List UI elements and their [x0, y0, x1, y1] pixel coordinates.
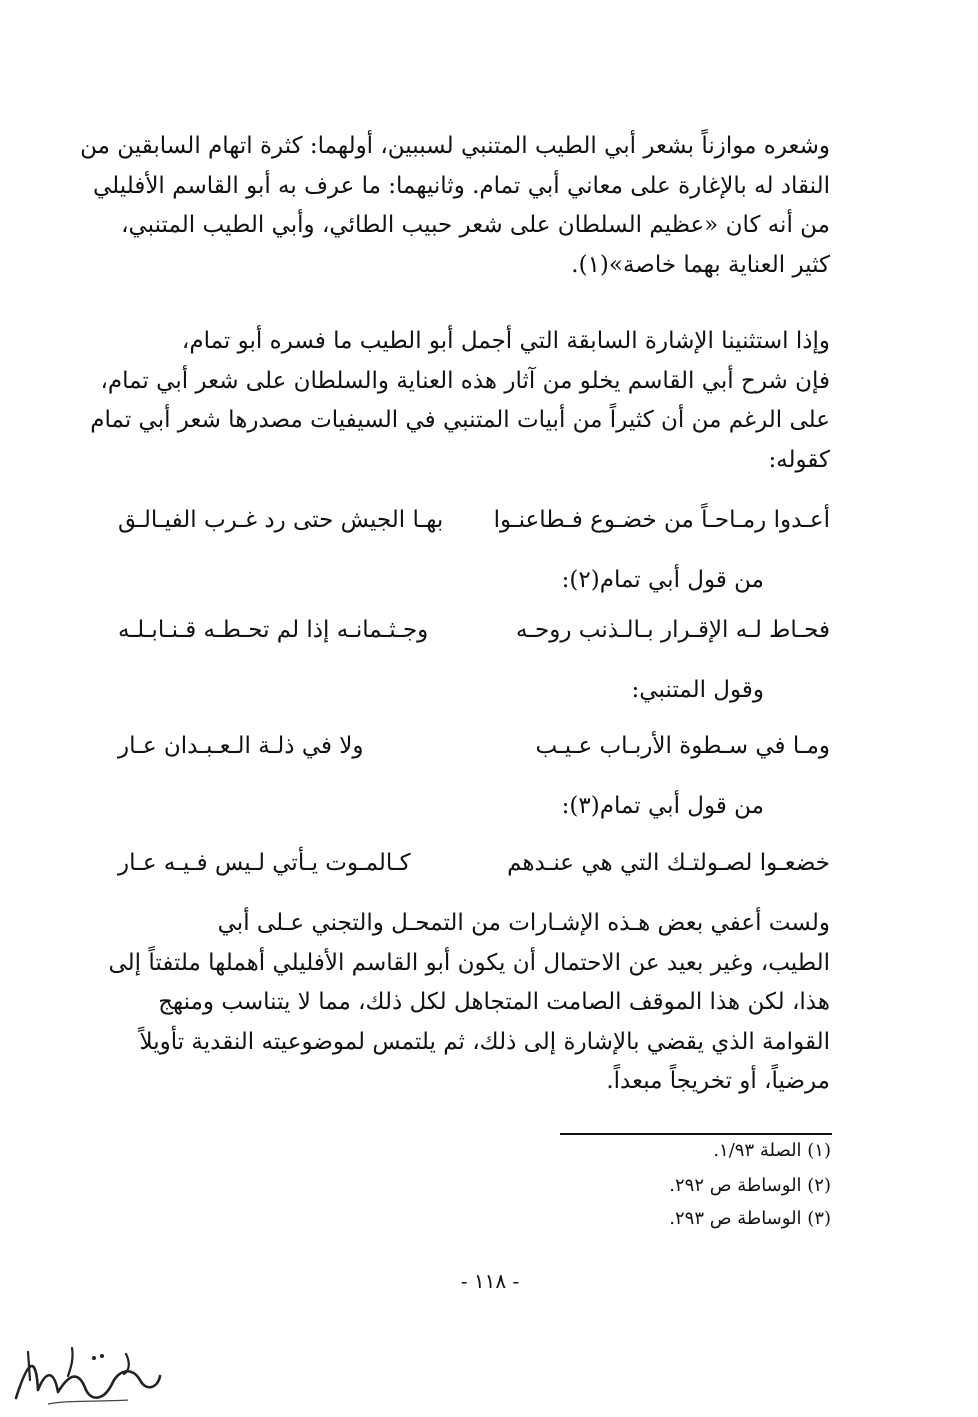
- verse-first-hemistich: خضعـوا لصـولتـك التي هي عنـدهم: [507, 850, 830, 876]
- paragraph-2: [90, 322, 830, 480]
- text-line: هذا، لكن هذا الموقف الصامت المتجاهل لكل ذلك، مما لا يتناسب ومنهج: [158, 989, 830, 1015]
- verse-second-hemistich: وجـثـمانـه إذا لم تحـطـه قـنـابـلـه: [118, 617, 429, 643]
- text-line: وشعره موازناً بشعر أبي الطيب المتنبي لسببين، أولهما: كثرة اتهام السابقين من: [80, 133, 830, 159]
- verse-first-hemistich: أعـدوا رمـاحـاً من خضـوع فـطاعنـوا: [493, 507, 830, 533]
- verse-first-hemistich: فحـاط لـه الإقـرار بـالـذنب روحـه: [515, 617, 830, 643]
- text-line: الطيب، وغير بعيد عن الاحتمال أن يكون أبو القاسم الأفليلي أهملها ملتفتاً إلى: [108, 949, 830, 976]
- text-line: كثير العناية بهما خاصة»(١).: [571, 251, 830, 278]
- footnote: (٢) الوساطة ص ٢٩٢.: [669, 1175, 831, 1196]
- quote-intro: من قول أبي تمام(٢):: [561, 567, 764, 593]
- text-line: وإذا استثنينا الإشارة السابقة التي أجمل أبو الطيب ما فسره أبو تمام،: [181, 328, 830, 354]
- quote-intro: من قول أبي تمام(٣):: [561, 793, 764, 819]
- verse-first-hemistich: ومـا في سـطوة الأربـاب عـيـب: [535, 733, 830, 759]
- text-line: القوامة الذي يقضي بالإشارة إلى ذلك، ثم يلتمس لموضوعيته النقدية تأويلاً: [139, 1028, 830, 1055]
- text-line: فإن شرح أبي القاسم يخلو من آثار هذه العناية والسلطان على شعر أبي تمام،: [100, 367, 830, 394]
- verse-line: [118, 610, 830, 650]
- paragraph-3: [108, 904, 830, 1102]
- footnote-divider: [560, 1133, 832, 1135]
- text-line: على الرغم من أن كثيراً من أبيات المتنبي في السيفيات مصدرها شعر أبي تمام: [90, 407, 830, 433]
- footnote: (٣) الوساطة ص ٢٩٣.: [669, 1208, 831, 1229]
- paragraph-1: [80, 127, 830, 285]
- page-number: - ١١٨ -: [460, 1269, 520, 1293]
- text-line: كقوله:: [768, 446, 830, 473]
- verse-second-hemistich: ولا في ذلـة الـعـبـدان عـار: [118, 733, 364, 759]
- text-line: ولست أعفي بعض هـذه الإشـارات من التمحـل والتجني عـلى أبي: [217, 910, 830, 936]
- text-line: النقاد له بالإغارة على معاني أبي تمام. وثانيهما: ما عرف به أبو القاسم الأفليلي: [92, 172, 830, 199]
- verse-second-hemistich: كـالمـوت يـأتي لـيس فـيـه عـار: [118, 850, 411, 876]
- calligraphy-stamp-logo: [8, 1340, 168, 1412]
- text-line: من أنه كان «عظيم السلطان على شعر حبيب الطائي، وأبي الطيب المتنبي،: [121, 212, 830, 238]
- text-line: مرضياً، أو تخريجاً مبعداً.: [606, 1068, 830, 1094]
- verse-line: [118, 843, 830, 883]
- quote-intro: وقول المتنبي:: [631, 677, 764, 703]
- footnote: (١) الصلة ١/٩٣.: [713, 1140, 831, 1161]
- verse-line: [118, 500, 830, 540]
- verse-line: [118, 726, 830, 766]
- verse-second-hemistich: بهـا الجيش حتى رد غـرب الفيـالـق: [118, 507, 444, 533]
